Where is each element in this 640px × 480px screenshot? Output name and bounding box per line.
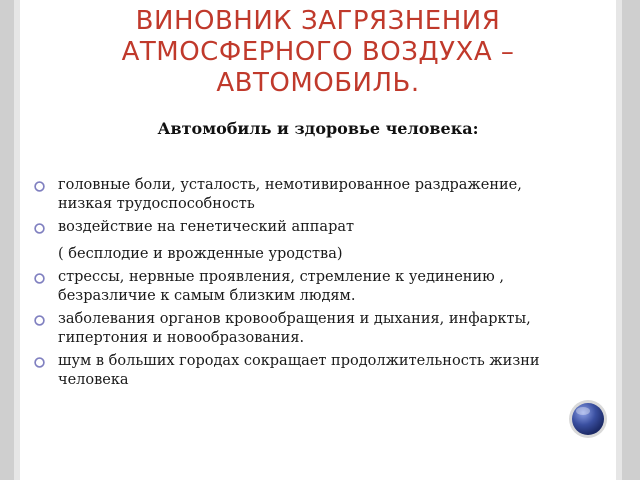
bullet-item: [32, 176, 572, 214]
bullet-item: [32, 268, 572, 306]
blue-orb-icon: [568, 399, 608, 439]
bullet-text: ( бесплодие и врожденные уродства): [58, 246, 343, 262]
circle-bullet-icon: [34, 223, 45, 234]
bullet-text: головные боли, усталость, немотивированное раздражение, низкая трудоспособность: [58, 177, 522, 212]
bullet-item: [32, 352, 572, 390]
bullet-continuation: [32, 245, 572, 264]
bullet-text: стрессы, нервные проявления, стремление к уединению , безразличие к самым близким людям.: [58, 269, 504, 304]
bullet-text: воздействие на генетический аппарат: [58, 219, 355, 235]
circle-bullet-icon: [34, 357, 45, 368]
title-line: АВТОМОБИЛЬ.: [216, 68, 420, 98]
title-line: ВИНОВНИК ЗАГРЯЗНЕНИЯ: [135, 6, 501, 36]
bullet-text: шум в больших городах сокращает продолжительность жизни человека: [58, 353, 540, 388]
circle-bullet-icon: [34, 273, 45, 284]
bullet-item: [32, 310, 572, 348]
title-line: АТМОСФЕРНОГО ВОЗДУХА –: [121, 37, 515, 67]
circle-bullet-icon: [34, 181, 45, 192]
slide-subtitle: Автомобиль и здоровье человека:: [157, 119, 479, 138]
right-border-inner: [616, 0, 622, 480]
circle-bullet-icon: [34, 315, 45, 326]
bullet-item: [32, 218, 572, 237]
bullet-text: заболевания органов кровообращения и дыхания, инфаркты, гипертония и новообразования.: [58, 311, 531, 346]
right-border: [622, 0, 640, 480]
bullet-list: [32, 176, 572, 394]
slide-title: [20, 6, 616, 99]
